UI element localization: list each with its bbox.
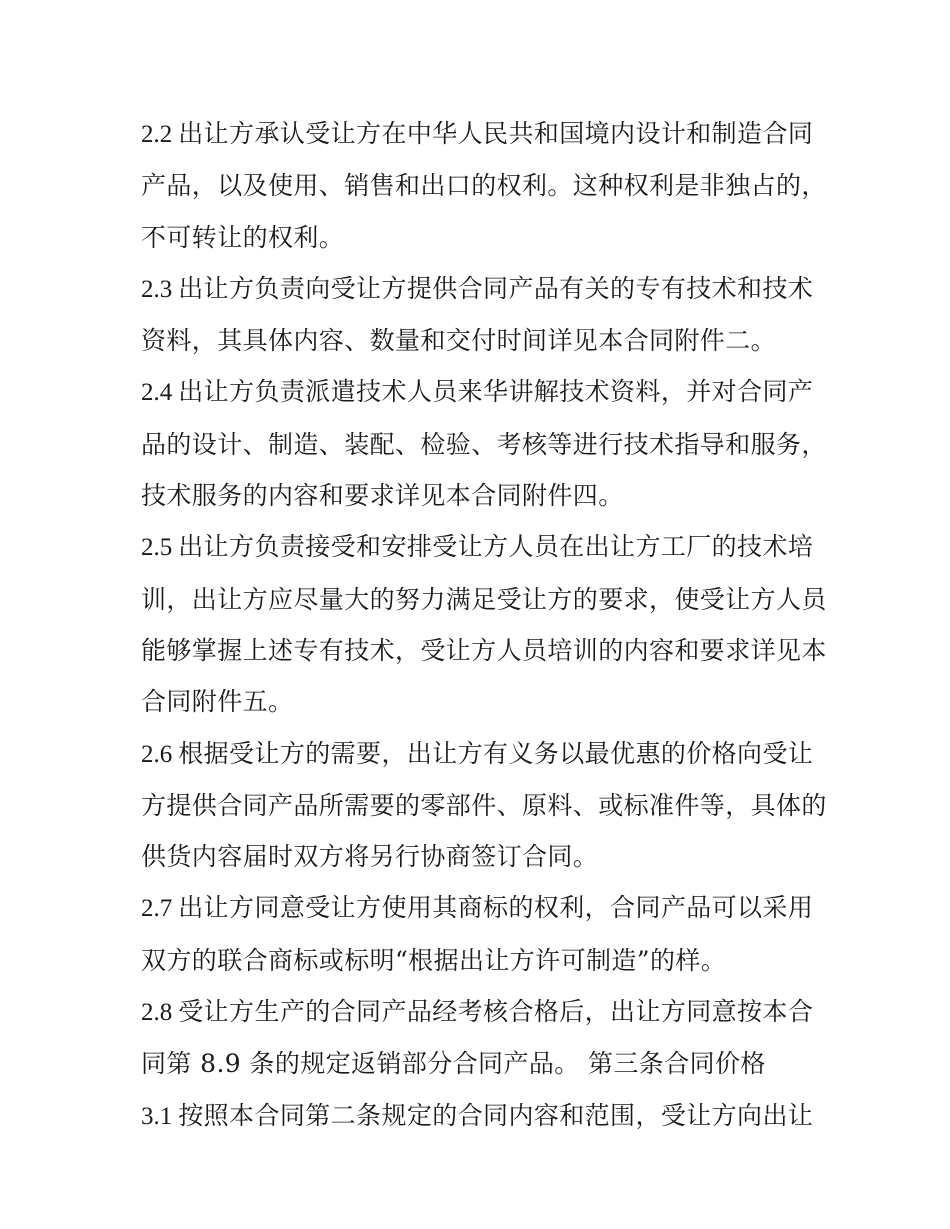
clause-2-5	[141, 521, 831, 727]
clause-text: 受让方生产的合同产品经考核合格后，出让方同意按本合同第 8.9 条的规定返销部分合同产品。 第三条合同价格	[141, 997, 814, 1079]
clause-number: 2.4	[141, 379, 173, 407]
clause-2-4	[141, 366, 831, 521]
clause-number: 2.3	[141, 275, 173, 303]
clause-number: 2.7	[141, 895, 173, 923]
clause-text: 按照本合同第二条规定的合同内容和范围，受让方向出让	[178, 1100, 814, 1130]
clause-2-2	[141, 108, 831, 263]
clause-2-3	[141, 263, 831, 367]
clause-2-8	[141, 986, 831, 1090]
clause-text: 出让方负责向受让方提供合同产品有关的专有技术和技术资料，其具体内容、数量和交付时间详见本合同附件二。	[141, 273, 814, 356]
clause-text: 出让方负责接受和安排受让方人员在出让方工厂的技术培训，出让方应尽量大的努力满足受让方的要求，使受让方人员能够掌握上述专有技术，受让方人员培训的内容和要求详见本合同附件五。	[141, 532, 827, 717]
clause-number: 2.8	[141, 999, 173, 1027]
clause-2-7	[141, 882, 831, 986]
clause-number: 2.5	[141, 534, 173, 562]
clause-3-1	[141, 1090, 831, 1142]
clause-text: 出让方同意受让方使用其商标的权利，合同产品可以采用双方的联合商标或标明“根据出让方许可制造”的样。	[141, 893, 814, 975]
clause-number: 3.1	[141, 1102, 173, 1130]
clause-2-6	[141, 728, 831, 883]
clause-text: 根据受让方的需要，出让方有义务以最优惠的价格向受让方提供合同产品所需要的零部件、原料、或标准件等，具体的供货内容届时双方将另行协商签订合同。	[141, 738, 827, 872]
clause-number: 2.6	[141, 740, 173, 768]
clause-number: 2.2	[141, 121, 173, 148]
clause-text: 出让方负责派遣技术人员来华讲解技术资料，并对合同产品的设计、制造、装配、检验、考核等进行技术指导和服务，技术服务的内容和要求详见本合同附件四。	[141, 377, 827, 511]
clause-text: 出让方承认受让方在中华人民共和国境内设计和制造合同产品，以及使用、销售和出口的权利。这种权利是非独占的，不可转让的权利。	[141, 119, 827, 252]
contract-body	[141, 108, 831, 1142]
